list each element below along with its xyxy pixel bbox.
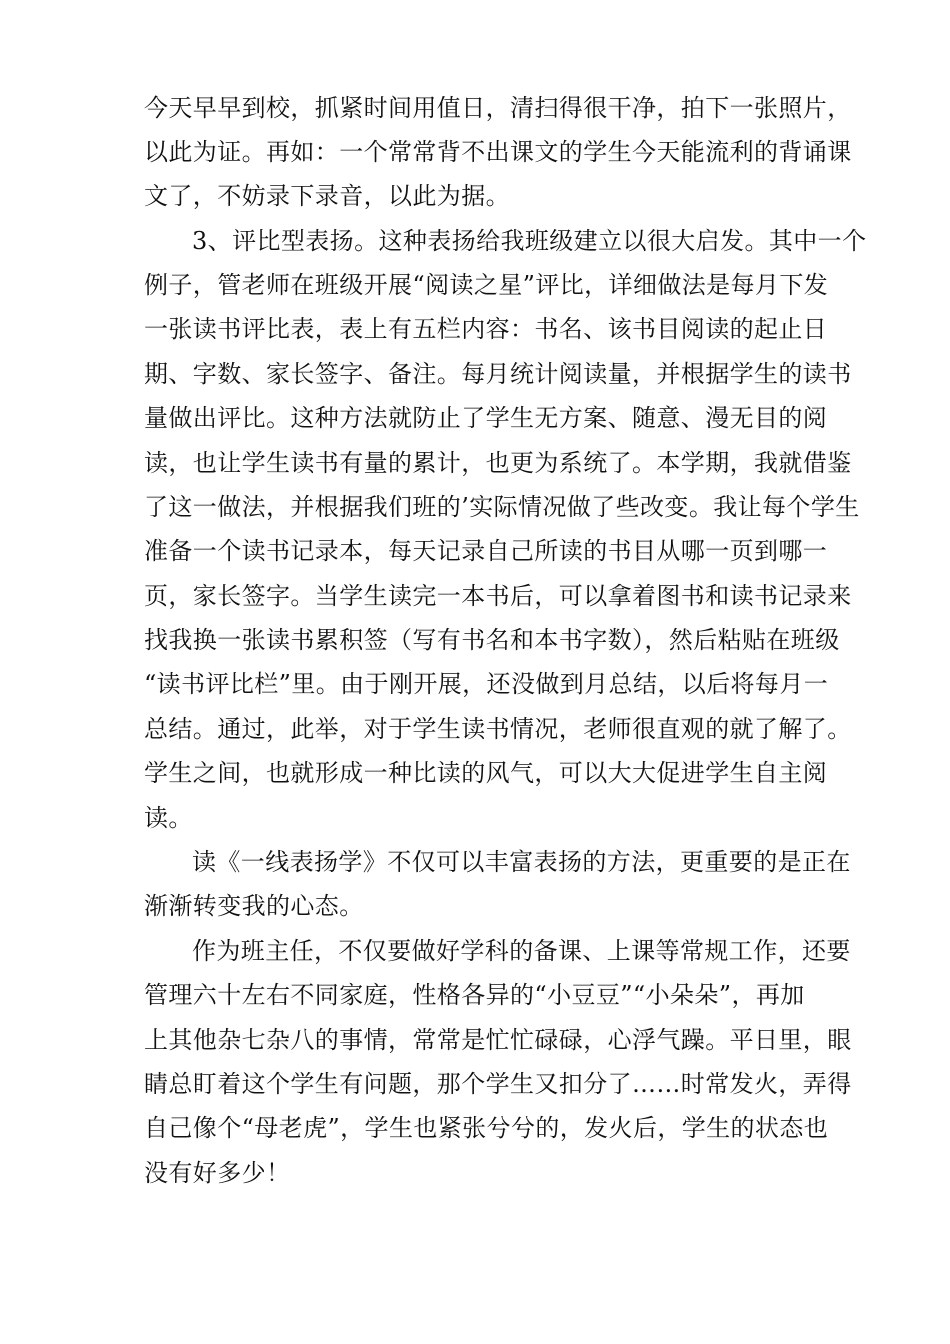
text-line: 量做出评比。这种方法就防止了学生无方案、随意、漫无目的阅 [144,404,828,432]
text-line: 睛总盯着这个学生有问题，那个学生又扣分了……时常发火，弄得 [144,1070,852,1098]
text-line: 例子，管老师在班级开展“阅读之星”评比，详细做法是每月下发 [144,271,829,299]
text-line: 作为班主任，不仅要做好学科的备课、上课等常规工作，还要 [192,937,851,965]
text-line: 读。 [144,804,193,832]
text-line: 页，家长签字。当学生读完一本书后，可以拿着图书和读书记录来 [144,582,852,610]
text-line: 3、评比型表扬。这种表扬给我班级建立以很大启发。其中一个 [192,227,867,255]
text-line: 一张读书评比表，表上有五栏内容：书名、该书目阅读的起止日 [144,315,828,343]
text-line: 找我换一张读书累积签（写有书名和本书字数），然后粘贴在班级 [144,626,840,654]
text-line: 读《一线表扬学》不仅可以丰富表扬的方法，更重要的是正在 [192,848,851,876]
text-line: 上其他杂七杂八的事情，常常是忙忙碌碌，心浮气躁。平日里，眼 [144,1026,852,1054]
text-line: 以此为证。再如：一个常常背不出课文的学生今天能流利的背诵课 [144,138,852,166]
text-line: 管理六十左右不同家庭，性格各异的“小豆豆”“小朵朵”，再加 [144,981,805,1009]
text-line: “读书评比栏”里。由于刚开展，还没做到月总结，以后将每月一 [144,670,829,698]
text-line: 渐渐转变我的心态。 [144,892,364,920]
text-line: 学生之间，也就形成一种比读的风气，可以大大促进学生自主阅 [144,759,828,787]
text-line: 文了，不妨录下录音，以此为据。 [144,182,510,210]
text-line: 今天早早到校，抓紧时间用值日，清扫得很干净，拍下一张照片， [144,94,852,122]
text-line: 没有好多少！ [144,1159,291,1187]
text-line: 读，也让学生读书有量的累计，也更为系统了。本学期，我就借鉴 [144,449,852,477]
text-line: 了这一做法，并根据我们班的’实际情况做了些改变。我让每个学生 [144,493,860,521]
text-line: 总结。通过，此举，对于学生读书情况，老师很直观的就了解了。 [144,715,852,743]
text-line: 期、字数、家长签字、备注。每月统计阅读量，并根据学生的读书 [144,360,852,388]
text-line: 自己像个“母老虎”，学生也紧张兮兮的，发火后，学生的状态也 [144,1114,829,1142]
text-line: 准备一个读书记录本，每天记录自己所读的书目从哪一页到哪一 [144,537,828,565]
